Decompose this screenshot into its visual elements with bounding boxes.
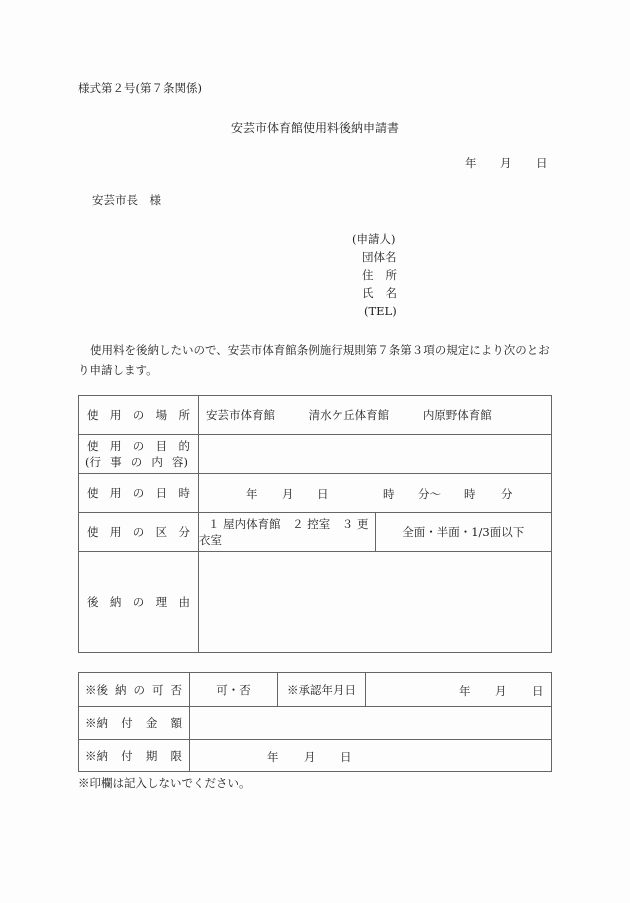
- datetime-minute-end: 分: [501, 487, 513, 501]
- datetime-hour-start: 時: [383, 487, 395, 501]
- deadline-field[interactable]: [190, 740, 552, 772]
- addressee: 安芸市長 様: [92, 193, 161, 207]
- place-option-shimizugaoka[interactable]: 清水ケ丘体育館: [308, 408, 390, 422]
- label-reason: 後 納 の 理 由: [79, 552, 199, 653]
- approval-date-field[interactable]: [366, 673, 552, 707]
- date-day: 日: [536, 156, 548, 170]
- label-deadline: ※納 付 期 限: [79, 740, 190, 772]
- footnote: ※印欄は記入しないでください。: [78, 776, 251, 790]
- applicant-address-label: 住 所: [362, 268, 397, 282]
- datetime-field[interactable]: [199, 474, 552, 513]
- deadline-month: 月: [304, 750, 316, 764]
- place-option-aki[interactable]: 安芸市体育館: [206, 408, 275, 422]
- approval-month: 月: [495, 684, 507, 698]
- approval-day: 日: [532, 684, 544, 698]
- approval-date-label: ※承認年月日: [278, 673, 366, 707]
- datetime-year: 年: [246, 487, 258, 501]
- reason-field[interactable]: [199, 552, 552, 653]
- row-place: [79, 396, 552, 435]
- datetime-month: 月: [282, 487, 294, 501]
- place-options[interactable]: [199, 396, 552, 435]
- body-text: 使用料を後納したいので、安芸市体育館条例施行規則第７条第３項の規定により次のとおり申請します。: [78, 343, 550, 377]
- category-scope[interactable]: 全面・半面・1/3面以下: [375, 513, 552, 552]
- applicant-name-label: 氏 名: [362, 286, 397, 300]
- purpose-field[interactable]: [199, 435, 552, 474]
- row-reason: [79, 552, 552, 653]
- label-approval: ※後 納 の 可 否: [79, 673, 190, 707]
- amount-field[interactable]: [190, 707, 552, 740]
- row-amount: [79, 707, 552, 740]
- form-number: 様式第２号(第７条関係): [78, 81, 202, 95]
- date-year: 年: [465, 156, 477, 170]
- official-use-table: [78, 672, 552, 772]
- datetime-minute-start: 分～: [418, 487, 441, 501]
- row-category: [79, 513, 552, 552]
- label-amount: ※納 付 金 額: [79, 707, 190, 740]
- deadline-year: 年: [267, 750, 279, 764]
- date-month: 月: [500, 156, 512, 170]
- category-options[interactable]: １ 屋内体育館 ２ 控室 ３ 更衣室: [199, 513, 376, 552]
- usage-table: [78, 395, 552, 653]
- label-place: 使 用 の 場 所: [79, 396, 199, 435]
- label-category: 使 用 の 区 分: [79, 513, 199, 552]
- deadline-day: 日: [340, 750, 352, 764]
- datetime-day: 日: [317, 487, 329, 501]
- applicant-block: [352, 230, 397, 320]
- applicant-heading: (申請人): [352, 232, 396, 246]
- document-title: 安芸市体育館使用料後納申請書: [230, 121, 399, 135]
- row-deadline: [79, 740, 552, 772]
- label-purpose: 使 用 の 目 的 (行 事 の 内 容): [79, 435, 199, 474]
- approval-value[interactable]: 可・否: [190, 673, 278, 707]
- row-datetime: [79, 474, 552, 513]
- place-option-uchiharano[interactable]: 内原野体育館: [422, 408, 492, 422]
- approval-year: 年: [459, 684, 471, 698]
- label-datetime: 使 用 の 日 時: [79, 474, 199, 513]
- applicant-tel-label: (TEL): [364, 304, 397, 318]
- row-purpose: [79, 435, 552, 474]
- row-approval: [79, 673, 552, 707]
- datetime-hour-end: 時: [464, 487, 476, 501]
- applicant-group-label: 団体名: [362, 250, 397, 264]
